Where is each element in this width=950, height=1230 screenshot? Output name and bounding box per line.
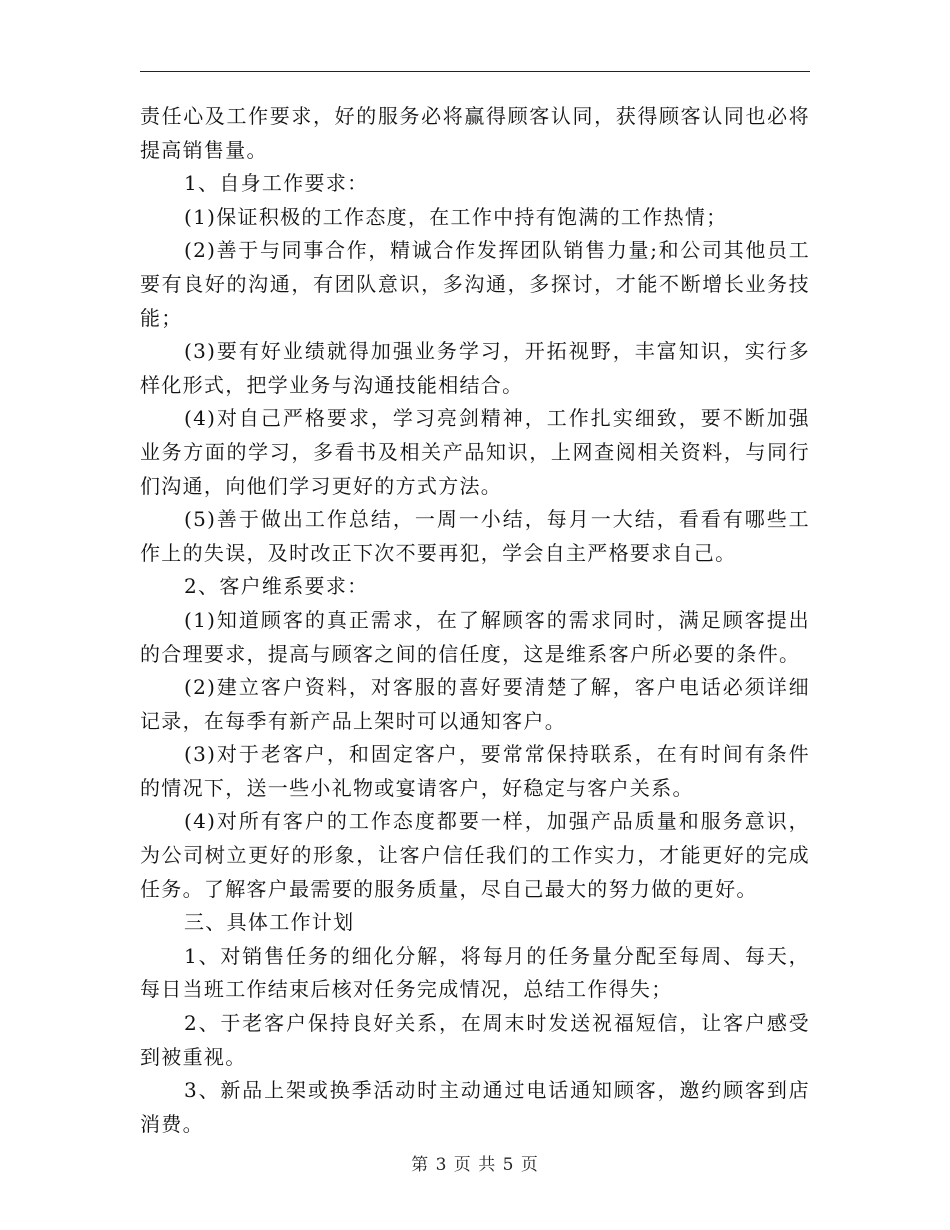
section-heading: 三、具体工作计划 bbox=[184, 910, 355, 935]
paragraph: (5)善于做出工作总结，一周一小结，每月一大结，看看有哪些工作上的失误，及时改正下次不要再犯，学会自主严格要求自己。 bbox=[140, 507, 810, 565]
paragraph: 1、对销售任务的细化分解，将每月的任务量分配至每周、每天，每日当班工作结束后核对任务完成情况，总结工作得失； bbox=[140, 943, 810, 1002]
paragraph: (2)建立客户资料，对客服的喜好要清楚了解，客户电话必须详细记录，在每季有新产品上架时可以通知客户。 bbox=[140, 675, 810, 733]
page-number-footer: 第 3 页 共 5 页 bbox=[411, 1155, 539, 1175]
paragraph: (1)保证积极的工作态度，在工作中持有饱满的工作热情； bbox=[184, 204, 728, 229]
section-heading: 1、自身工作要求： bbox=[184, 171, 369, 196]
document-body bbox=[140, 100, 810, 1141]
paragraph: 责任心及工作要求，好的服务必将赢得顾客认同，获得顾客认同也必将提高销售量。 bbox=[140, 104, 810, 162]
paragraph: (2)善于与同事合作，精诚合作发挥团队销售力量;和公司其他员工要有良好的沟通，有团队意识，多沟通，多探讨，才能不断增长业务技能； bbox=[140, 238, 810, 330]
header-rule bbox=[140, 71, 810, 72]
paragraph: 2、于老客户保持良好关系，在周末时发送祝福短信，让客户感受到被重视。 bbox=[140, 1011, 810, 1069]
paragraph: (4)对所有客户的工作态度都要一样，加强产品质量和服务意识，为公司树立更好的形象，让客户信任我们的工作实力，才能更好的完成任务。了解客户最需要的服务质量，尽自己最大的努力做的更好。 bbox=[140, 809, 810, 901]
paragraph: (1)知道顾客的真正需求，在了解顾客的需求同时，满足顾客提出的合理要求，提高与顾客之间的信任度，这是维系客户所必要的条件。 bbox=[140, 607, 810, 666]
paragraph: 3、新品上架或换季活动时主动通过电话通知顾客，邀约顾客到店消费。 bbox=[140, 1078, 810, 1136]
paragraph: (3)要有好业绩就得加强业务学习，开拓视野，丰富知识，实行多样化形式，把学业务与沟通技能相结合。 bbox=[140, 339, 810, 397]
paragraph: (4)对自己严格要求，学习亮剑精神，工作扎实细致，要不断加强业务方面的学习，多看书及相关产品知识，上网查阅相关资料，与同行们沟通，向他们学习更好的方式方法。 bbox=[140, 406, 810, 498]
section-heading: 2、客户维系要求： bbox=[184, 574, 369, 599]
paragraph: (3)对于老客户，和固定客户，要常常保持联系，在有时间有条件的情况下，送一些小礼物或宴请客户，好稳定与客户关系。 bbox=[140, 742, 810, 800]
